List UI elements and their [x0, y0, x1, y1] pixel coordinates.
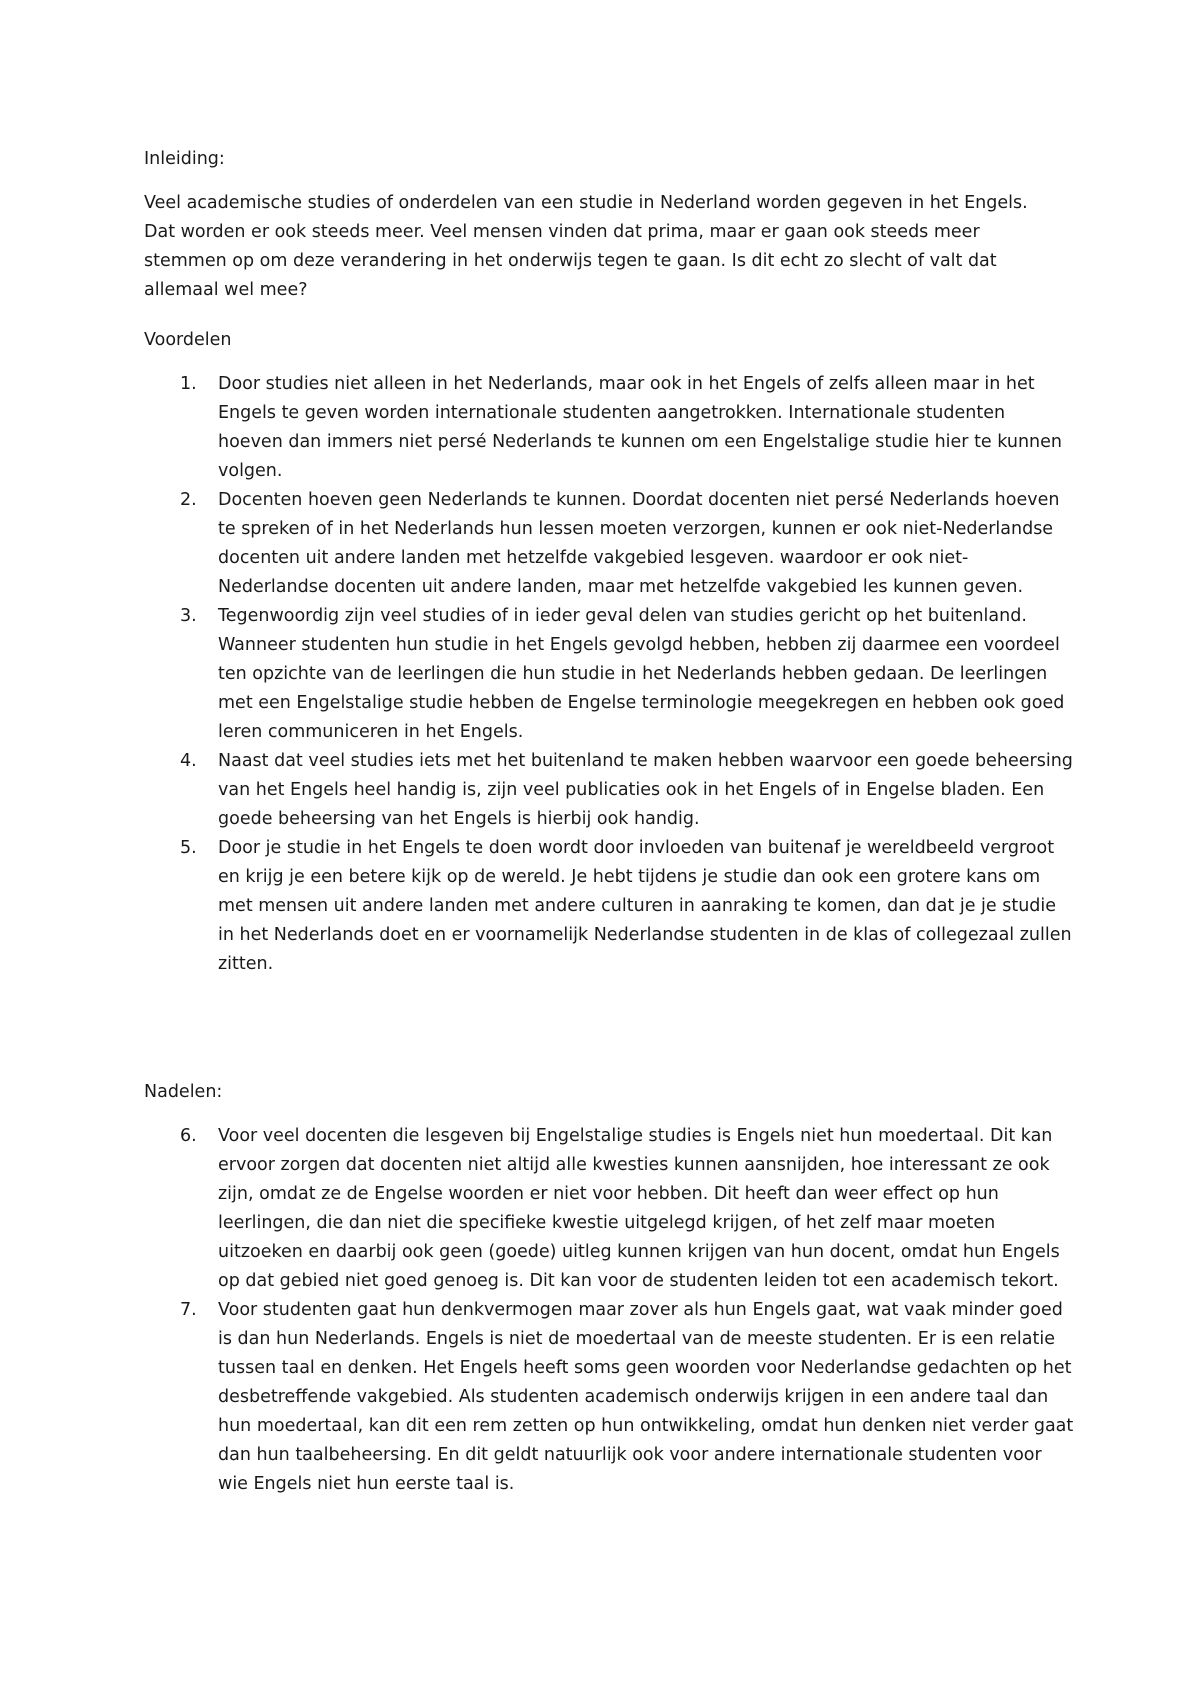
- list-item-text: Tegenwoordig zijn veel studies of in ieder geval delen van studies gericht op het buitenland. Wanneer studenten hun studie in het Engels gevolgd hebben, hebben zij daarmee een voordeel ten opzichte van de leerlingen die hun studie in het Nederlands hebben gedaan. De leerlingen met een Engelstalige studie hebben de Engelse terminologie meegekregen en hebben ook goed leren communiceren in het Engels.: [218, 606, 1065, 742]
- list-item: [144, 486, 1074, 602]
- list-item: [144, 602, 1074, 747]
- list-item: [144, 370, 1074, 486]
- list-item-text: Voor veel docenten die lesgeven bij Engelstalige studies is Engels niet hun moedertaal. Dit kan ervoor zorgen dat docenten niet altijd alle kwesties kunnen aansnijden, hoe interessant ze ook zijn, omdat ze de Engelse woorden er niet voor hebben. Dit heeft dan weer effect op hun leerlingen, die dan niet die specifieke kwestie uitgelegd krijgen, of het zelf maar moeten uitzoeken en daarbij ook geen (goede) uitleg kunnen krijgen van hun docent, omdat hun Engels op dat gebied niet goed genoeg is. Dit kan voor de studenten leiden tot een academisch tekort.: [218, 1126, 1060, 1291]
- document-page: [144, 0, 1074, 1698]
- list-item-number: 4.: [180, 751, 197, 771]
- list-item: [144, 747, 1074, 834]
- list-item-number: 1.: [180, 374, 197, 394]
- list-item: [144, 834, 1074, 979]
- list-item-text: Door je studie in het Engels te doen wordt door invloeden van buitenaf je wereldbeeld vergroot en krijg je een betere kijk op de wereld. Je hebt tijdens je studie dan ook een grotere kans om met mensen uit andere landen met andere culturen in aanraking te komen, dan dat je je studie in het Nederlands doet en er voornamelijk Nederlandse studenten in de klas of collegezaal zullen zitten.: [218, 838, 1072, 974]
- list-item-text: Docenten hoeven geen Nederlands te kunnen. Doordat docenten niet persé Nederlands hoeven te spreken of in het Nederlands hun lessen moeten verzorgen, kunnen er ook niet-Nederlandse docenten uit andere landen met hetzelfde vakgebied lesgeven. waardoor er ook niet-Nederlandse docenten uit andere landen, maar met hetzelfde vakgebied les kunnen geven.: [218, 490, 1060, 597]
- voordelen-list: [144, 370, 1074, 979]
- list-item-number: 2.: [180, 490, 197, 510]
- intro-heading: Inleiding:: [144, 149, 225, 169]
- list-item: [144, 1296, 1074, 1499]
- nadelen-heading: Nadelen:: [144, 1082, 223, 1102]
- list-item-number: 5.: [180, 838, 197, 858]
- list-item-number: 3.: [180, 606, 197, 626]
- voordelen-heading: Voordelen: [144, 330, 232, 350]
- list-item: [144, 1122, 1074, 1296]
- list-item-text: Door studies niet alleen in het Nederlands, maar ook in het Engels of zelfs alleen maar in het Engels te geven worden internationale studenten aangetrokken. Internationale studenten hoeven dan immers niet persé Nederlands te kunnen om een Engelstalige studie hier te kunnen volgen.: [218, 374, 1062, 481]
- intro-paragraph: Veel academische studies of onderdelen van een studie in Nederland worden gegeven in het Engels. Dat worden er ook steeds meer. Veel mensen vinden dat prima, maar er gaan ook steeds meer stemmen op om deze verandering in het onderwijs tegen te gaan. Is dit echt zo slecht of valt dat allemaal wel mee?: [144, 193, 1028, 300]
- list-item-number: 6.: [180, 1126, 197, 1146]
- list-item-text: Naast dat veel studies iets met het buitenland te maken hebben waarvoor een goede beheersing van het Engels heel handig is, zijn veel publicaties ook in het Engels of in Engelse bladen. Een goede beheersing van het Engels is hierbij ook handig.: [218, 751, 1073, 829]
- nadelen-list: [144, 1122, 1074, 1499]
- list-item-number: 7.: [180, 1300, 197, 1320]
- list-item-text: Voor studenten gaat hun denkvermogen maar zover als hun Engels gaat, wat vaak minder goed is dan hun Nederlands. Engels is niet de moedertaal van de meeste studenten. Er is een relatie tussen taal en denken. Het Engels heeft soms geen woorden voor Nederlandse gedachten op het desbetreffende vakgebied. Als studenten academisch onderwijs krijgen in een andere taal dan hun moedertaal, kan dit een rem zetten op hun ontwikkeling, omdat hun denken niet verder gaat dan hun taalbeheersing. En dit geldt natuurlijk ook voor andere internationale studenten voor wie Engels niet hun eerste taal is.: [218, 1300, 1074, 1494]
